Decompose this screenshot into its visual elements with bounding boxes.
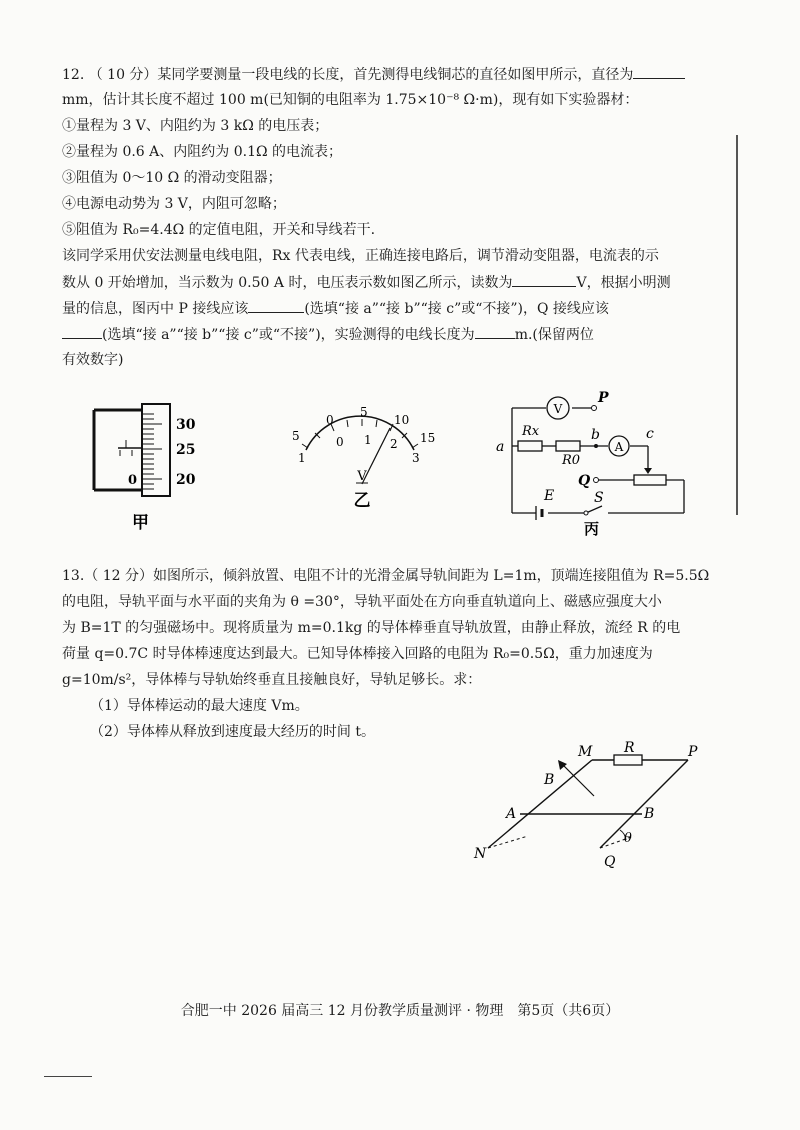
q12-para-5: 有效数字) bbox=[62, 352, 124, 368]
q12-para-2-text: 数从 0 开始增加，当示数为 0.50 A 时，电压表示数如图乙所示，读数为 bbox=[62, 275, 513, 291]
q13-line-1: 13.（ 12 分）如图所示，倾斜放置、电阻不计的光滑金属导轨间距为 L=1m，顶端连接阻值为 R=5.5Ω bbox=[62, 568, 710, 584]
thimble bbox=[142, 404, 170, 496]
switch-pivot bbox=[584, 511, 588, 515]
top-scale-label-0: 5 bbox=[292, 429, 300, 443]
voltmeter-label: V bbox=[553, 402, 563, 416]
label-B: B bbox=[644, 806, 655, 822]
q13-line-3: 为 B=1T 的匀强磁场中。现将质量为 m=0.1kg 的导体棒垂直导轨放置，由静止释放，流经 R 的电 bbox=[62, 620, 681, 636]
thimble-label-25: 25 bbox=[176, 442, 196, 458]
horizontal-reference bbox=[488, 836, 528, 848]
q12-para-2 bbox=[62, 272, 671, 293]
q13-subquestion-1: （1）导体棒运动的最大速度 Vm。 bbox=[90, 698, 309, 714]
bottom-dash bbox=[44, 1076, 92, 1077]
bottom-scale-label-0: 1 bbox=[298, 451, 306, 465]
q13-line-2: 的电阻，导轨平面与水平面的夹角为 θ =30°，导轨平面处在方向垂直轨道向上、磁感应强度大小 bbox=[62, 594, 662, 610]
q13-line-5: g=10m/s²，导体棒与导轨始终垂直且接触良好，导轨足够长。求： bbox=[62, 672, 482, 688]
label-B-field: B bbox=[544, 772, 555, 788]
terminal-Q bbox=[594, 478, 599, 483]
q12-stem-start: 12. （ 10 分）某同学要测量一段电线的长度，首先测得电线铜芯的直径如图甲所示，直径为 bbox=[62, 67, 634, 83]
label-a: a bbox=[496, 439, 505, 455]
page-footer: 合肥一中 2026 届高三 12 月份教学质量测评 · 物理 第5页（共6页） bbox=[180, 1003, 620, 1019]
label-P: P bbox=[598, 390, 609, 406]
q12-para-2-tail: V，根据小明测 bbox=[576, 275, 671, 291]
figure-q13-rails bbox=[466, 734, 716, 874]
resistor-R0 bbox=[556, 441, 580, 451]
label-M: M bbox=[578, 744, 593, 760]
figure-yi-voltmeter bbox=[280, 402, 445, 514]
label-Q: Q bbox=[578, 473, 591, 489]
voltmeter-unit: V bbox=[357, 469, 367, 484]
q12-para-3 bbox=[62, 298, 609, 319]
label-N: N bbox=[474, 846, 487, 862]
figure-jia-caption: 甲 bbox=[132, 513, 149, 533]
label-b: b bbox=[591, 427, 600, 443]
top-scale-label-1: 0 bbox=[326, 413, 334, 427]
terminal-P bbox=[592, 406, 597, 411]
figure-bing-caption: 丙 bbox=[584, 520, 600, 538]
q13-line-4: 荷量 q=0.7C 时导体棒速度达到最大。已知导体棒接入回路的电阻为 R₀=0.5Ω，重力加速度为 bbox=[62, 646, 653, 662]
q12-para-3-text: 量的信息，图丙中 P 接线应该 bbox=[62, 301, 249, 317]
figure-yi-caption: 乙 bbox=[353, 491, 371, 511]
equipment-item-2: ②量程为 0.6 A、内阻约为 0.1Ω 的电流表； bbox=[62, 144, 343, 160]
q12-para-4-text: (选填“接 a”“接 b”“接 c”或“不接”)，实验测得的电线长度为 bbox=[102, 327, 475, 343]
length-blank[interactable] bbox=[475, 324, 515, 339]
top-scale-label-2: 5 bbox=[360, 405, 368, 419]
label-S: S bbox=[594, 490, 604, 506]
p-connection-blank[interactable] bbox=[248, 298, 304, 313]
magnetic-field-arrow bbox=[560, 762, 594, 796]
thimble-ticks bbox=[142, 414, 162, 489]
top-scale-label-3: 10 bbox=[394, 413, 410, 427]
equipment-item-3: ③阻值为 0～10 Ω 的滑动变阻器； bbox=[62, 170, 282, 186]
q12-line-2: mm，估计其长度不超过 100 m(已知铜的电阻率为 1.75×10⁻⁸ Ω·m)，现有如下实验器材： bbox=[62, 92, 639, 108]
label-R: R bbox=[624, 740, 635, 756]
label-Rx: Rx bbox=[522, 424, 540, 439]
bottom-scale-label-2: 1 bbox=[364, 433, 372, 447]
label-Q: Q bbox=[604, 854, 616, 870]
top-scale-label-4: 15 bbox=[420, 431, 436, 445]
margin-rule bbox=[736, 135, 738, 515]
rheostat bbox=[634, 475, 666, 485]
thimble-label-30: 30 bbox=[176, 417, 196, 433]
arrow-head bbox=[558, 760, 567, 770]
ammeter-label: A bbox=[614, 440, 624, 454]
q12-line-1 bbox=[62, 64, 685, 85]
figure-jia-micrometer bbox=[90, 400, 220, 535]
bottom-scale-label-4: 3 bbox=[412, 451, 420, 465]
diameter-blank[interactable] bbox=[633, 64, 685, 79]
label-c: c bbox=[646, 426, 654, 442]
q12-para-3-tail: (选填“接 a”“接 b”“接 c”或“不接”)，Q 接线应该 bbox=[304, 301, 609, 317]
node-b bbox=[594, 444, 598, 448]
label-theta: θ bbox=[624, 831, 632, 846]
rheostat-slider bbox=[644, 468, 652, 474]
resistor-R bbox=[614, 755, 642, 765]
figure-bing-circuit bbox=[488, 388, 698, 538]
rails bbox=[488, 760, 688, 848]
voltage-blank[interactable] bbox=[512, 272, 576, 287]
thimble-label-20: 20 bbox=[176, 472, 196, 488]
resistor-Rx bbox=[518, 441, 542, 451]
sleeve-zero-label: 0 bbox=[128, 473, 138, 488]
q-connection-blank[interactable] bbox=[62, 324, 102, 339]
label-R0: R0 bbox=[562, 453, 581, 468]
label-E: E bbox=[544, 488, 555, 504]
q12-para-4-tail: m.(保留两位 bbox=[514, 327, 594, 343]
equipment-item-4: ④电源电动势为 3 V，内阻可忽略； bbox=[62, 196, 286, 212]
label-P: P bbox=[688, 744, 698, 760]
bottom-scale-label-1: 0 bbox=[336, 435, 344, 449]
equipment-item-5: ⑤阻值为 R₀=4.4Ω 的定值电阻，开关和导线若干. bbox=[62, 222, 376, 238]
label-A: A bbox=[506, 806, 517, 822]
q12-para-4 bbox=[62, 324, 594, 345]
q12-para-1: 该同学采用伏安法测量电线电阻，Rx 代表电线，正确连接电路后，调节滑动变阻器，电流表的示 bbox=[62, 248, 659, 264]
equipment-item-1: ①量程为 3 V、内阻约为 3 kΩ 的电压表； bbox=[62, 118, 329, 134]
bottom-scale-label-3: 2 bbox=[390, 437, 398, 451]
q13-subquestion-2: （2）导体棒从释放到速度最大经历的时间 t。 bbox=[90, 724, 375, 740]
